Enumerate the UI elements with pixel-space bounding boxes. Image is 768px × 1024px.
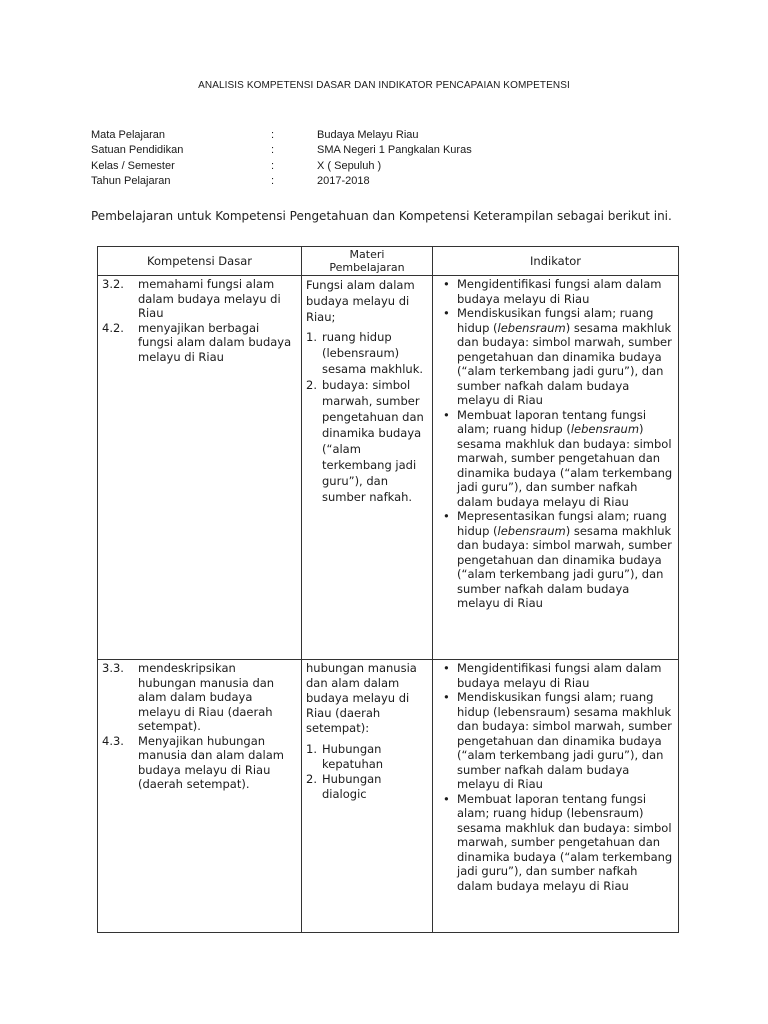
intro-paragraph: Pembelajaran untuk Kompetensi Pengetahuan dan Kompetensi Keterampilan sebagai berikut ini.: [91, 209, 672, 223]
kd-number: 3.2.: [102, 277, 124, 291]
header-kompetensi-dasar: Kompetensi Dasar: [98, 247, 302, 276]
indikator-text: ) sesama makhluk dan budaya: simbol marwah, sumber pengetahuan dan dinamika budaya (“alam terkembang jadi guru”), dan sumber nafkah dalam budaya melayu di Riau: [457, 422, 673, 509]
indikator-item: [457, 661, 674, 690]
materi-item: [306, 742, 428, 772]
kd-cell: [98, 276, 302, 660]
materi-text: Hubungan kepatuhan: [322, 742, 384, 771]
table-row: [98, 660, 679, 933]
info-value: X ( Sepuluh ): [317, 159, 382, 172]
kd-item: [102, 277, 297, 321]
indikator-item: [457, 792, 674, 894]
indikator-list: [437, 277, 674, 611]
info-value: 2017-2018: [317, 175, 370, 188]
indikator-text: Mepresentasikan fungsi alam; ruang hidup (: [457, 509, 667, 538]
kd-text: Menyajikan hubungan manusia dan alam dalam budaya melayu di Riau (daerah setempat).: [138, 733, 284, 791]
indikator-item: [457, 509, 674, 611]
materi-text: ruang hidup (lebensraum) sesama makhluk.: [322, 330, 424, 376]
materi-text: budaya: simbol marwah, sumber pengetahuan dan dinamika budaya (“alam terkembang jadi guru”), dan sumber nafkah.: [322, 378, 424, 504]
indikator-text: Mengidentifikasi fungsi alam dalam budaya melayu di Riau: [457, 277, 662, 306]
materi-number: 1.: [306, 742, 317, 756]
header-materi-line1: Materi: [349, 248, 385, 261]
kd-number: 3.3.: [102, 661, 124, 675]
info-label: Satuan Pendidikan: [91, 144, 184, 157]
indikator-item: [457, 408, 674, 510]
kd-item: [102, 661, 297, 734]
indikator-emphasis: lebensraum: [497, 320, 566, 335]
materi-number: 2.: [306, 772, 317, 786]
info-separator: :: [271, 159, 275, 172]
info-value: SMA Negeri 1 Pangkalan Kuras: [317, 144, 472, 157]
info-label: Kelas / Semester: [91, 159, 175, 172]
info-separator: :: [271, 175, 275, 188]
indikator-emphasis: lebensraum: [570, 422, 640, 436]
info-separator: :: [271, 144, 275, 157]
indikator-text: Mendiskusikan fungsi alam; ruang hidup (lebensraum) sesama makhluk dan budaya: simbol marwah, sumber pengetahuan dan dinamika budaya (“alam terkembang jadi guru”), dan sumber nafkah dalam budaya melayu di Riau: [457, 690, 672, 791]
header-indikator: Indikator: [433, 247, 679, 276]
materi-number: 1.: [306, 330, 317, 344]
indikator-text: ) sesama makhluk dan budaya: simbol marwah, sumber pengetahuan dan dinamika budaya (“alam terkembang jadi guru”), dan sumber nafkah dalam budaya melayu di Riau: [457, 320, 672, 407]
materi-intro: hubungan manusia dan alam dalam budaya melayu di Riau (daerah setempat):: [306, 661, 417, 735]
indikator-text: Membuat laporan tentang fungsi alam; ruang hidup (: [457, 407, 647, 436]
materi-number: 2.: [306, 378, 317, 392]
materi-item: [306, 772, 428, 802]
info-separator: :: [271, 129, 275, 141]
page-title: ANALISIS KOMPETENSI DASAR DAN INDIKATOR PENCAPAIAN KOMPETENSI: [198, 80, 570, 91]
kd-text: memahami fungsi alam dalam budaya melayu di Riau: [138, 277, 281, 320]
indikator-text: Mengidentifikasi fungsi alam dalam budaya melayu di Riau: [457, 661, 662, 690]
indikator-emphasis: lebensraum: [497, 523, 566, 538]
indikator-item: [457, 306, 674, 408]
materi-cell: [302, 276, 433, 660]
competency-table: [97, 246, 679, 933]
materi-item: [306, 329, 428, 377]
kd-number: 4.2.: [102, 320, 124, 335]
indikator-list: [437, 661, 674, 893]
indikator-text: Mendiskusikan fungsi alam; ruang hidup (: [457, 306, 654, 335]
kd-text: mendeskripsikan hubungan manusia dan alam dalam budaya melayu di Riau (daerah setempat).: [138, 661, 275, 733]
indikator-item: [457, 277, 674, 306]
header-materi-pembelajaran: [302, 247, 433, 276]
materi-intro: Fungsi alam dalam budaya melayu di Riau;: [306, 278, 415, 324]
materi-cell: [302, 660, 433, 933]
indikator-cell: [433, 660, 679, 933]
kd-number: 4.3.: [102, 733, 124, 748]
header-materi-line2: Pembelajaran: [329, 261, 405, 274]
indikator-item: [457, 690, 674, 792]
table-row: [98, 276, 679, 660]
indikator-text: Membuat laporan tentang fungsi alam; ruang hidup (lebensraum) sesama makhluk dan budaya: simbol marwah, sumber pengetahuan dan dinamika budaya (“alam terkembang jadi guru”), dan sumber nafkah dalam budaya melayu di Riau: [457, 791, 673, 893]
indikator-text: ) sesama makhluk dan budaya: simbol marwah, sumber pengetahuan dan dinamika budaya (“alam terkembang jadi guru”), dan sumber nafkah dalam budaya melayu di Riau: [457, 523, 672, 610]
indikator-cell: [433, 276, 679, 660]
info-label: Mata Pelajaran: [91, 129, 165, 141]
info-label: Tahun Pelajaran: [91, 175, 171, 188]
kd-cell: [98, 660, 302, 933]
info-value: Budaya Melayu Riau: [317, 129, 419, 141]
kd-text: menyajikan berbagai fungsi alam dalam budaya melayu di Riau: [138, 320, 292, 364]
materi-text: Hubungan dialogic: [322, 772, 382, 801]
table-header-row: [98, 247, 679, 276]
kd-item: [102, 321, 297, 365]
kd-item: [102, 734, 297, 792]
materi-item: [306, 377, 428, 505]
